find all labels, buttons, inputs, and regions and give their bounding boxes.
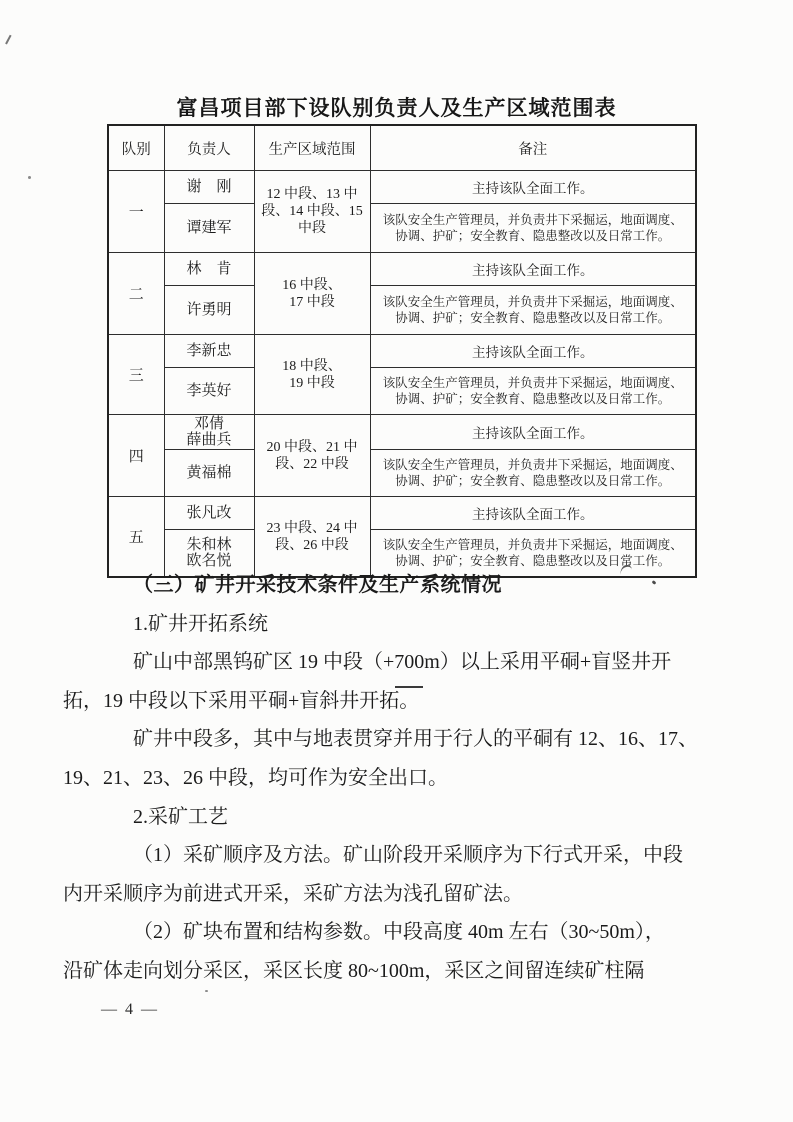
leader-name	[164, 415, 254, 450]
table-header-row	[108, 125, 696, 171]
scan-artifact	[5, 35, 17, 48]
safety-remark-line: 该队安全生产管理员，并负责井下采掘运，地面调度、	[382, 457, 683, 472]
production-area	[254, 415, 370, 497]
member-name-line: 朱和林	[186, 537, 232, 553]
member-name-line: 黄福棉	[186, 465, 232, 481]
safety-remark	[370, 450, 696, 497]
area-line: 中段	[298, 221, 326, 236]
safety-remark-line: 协调、护矿；安全教育、隐患整改以及日常工作。	[395, 554, 671, 568]
production-area	[254, 497, 370, 578]
area-line: 段、26 中段	[275, 537, 349, 553]
page-number: — 4 —	[101, 1000, 159, 1018]
table-row	[108, 497, 696, 530]
duty-remark: 主持该队全面工作。	[370, 415, 696, 450]
table-row	[108, 368, 696, 415]
area-line: 20 中段、21 中	[266, 439, 358, 455]
safety-remark-line: 该队安全生产管理员，并负责井下采掘运，地面调度、	[382, 537, 683, 552]
duty-remark: 主持该队全面工作。	[370, 171, 696, 204]
member-name-line: 欧名悦	[186, 553, 232, 569]
area-line: 17 中段	[289, 294, 335, 310]
area-line: 段、22 中段	[275, 456, 349, 472]
body-line: 内开采顺序为前进式开采，采矿方法为浅孔留矿法。	[63, 882, 523, 905]
area-line: 16 中段、	[282, 277, 342, 293]
body-line: 沿矿体走向划分采区，采区长度 80~100m，采区之间留连续矿柱隔	[63, 959, 645, 982]
body-line: 1.矿井开拓系统	[133, 612, 268, 635]
body-line: （2）矿块布置和结构参数。中段高度 40m 左右（30~50m），	[133, 921, 665, 944]
table-row	[108, 253, 696, 286]
safety-remark-line: 该队安全生产管理员，并负责井下采掘运，地面调度、	[382, 212, 683, 227]
safety-remark-line: 该队安全生产管理员，并负责井下采掘运，地面调度、	[382, 294, 683, 309]
leader-name	[164, 253, 254, 286]
area-line: 19 中段	[289, 375, 335, 391]
duty-remark: 主持该队全面工作。	[370, 335, 696, 368]
body-line: 矿山中部黑钨矿区 19 中段（+700m）以上采用平硐+盲竖井开	[133, 651, 672, 674]
col-header-team: 队别	[108, 125, 164, 171]
safety-remark-line: 协调、护矿；安全教育、隐患整改以及日常工作。	[395, 392, 671, 406]
area-line: 18 中段、	[282, 358, 342, 374]
leader-name-line: 林 肯	[186, 261, 232, 277]
table-row	[108, 204, 696, 253]
safety-remark	[370, 368, 696, 415]
col-header-leader: 负责人	[164, 125, 254, 171]
leader-name-line: 谢 刚	[186, 179, 232, 195]
section-heading: （三）矿井开采技术条件及生产系统情况	[133, 574, 502, 596]
member-name-line: 许勇明	[186, 302, 232, 318]
table-row	[108, 171, 696, 204]
member-name	[164, 286, 254, 335]
safety-remark-line: 协调、护矿；安全教育、隐患整改以及日常工作。	[395, 474, 671, 488]
safety-remark-line: 协调、护矿；安全教育、隐患整改以及日常工作。	[395, 311, 671, 325]
team-number: 二	[108, 253, 164, 335]
member-name	[164, 204, 254, 253]
area-line: 12 中段、13 中	[266, 187, 358, 202]
col-header-area: 生产区域范围	[254, 125, 370, 171]
area-line: 段、14 中段、15	[261, 204, 363, 219]
leader-name-line: 薛曲兵	[186, 432, 232, 448]
team-responsibility-table	[107, 124, 697, 578]
leader-name	[164, 171, 254, 204]
area-line: 23 中段、24 中	[266, 520, 358, 536]
production-area	[254, 335, 370, 415]
table-row	[108, 335, 696, 368]
body-line: 矿井中段多，其中与地表贯穿并用于行人的平硐有 12、16、17、	[133, 728, 698, 751]
body-text	[63, 566, 733, 1029]
body-line: 19、21、23、26 中段，均可作为安全出口。	[63, 766, 448, 789]
leader-name-line: 张凡改	[186, 505, 232, 521]
member-name	[164, 450, 254, 497]
member-name-line: 李英好	[186, 383, 232, 399]
safety-remark-line: 该队安全生产管理员，并负责井下采掘运，地面调度、	[382, 375, 683, 390]
body-line: 2.采矿工艺	[133, 805, 228, 828]
duty-remark: 主持该队全面工作。	[370, 497, 696, 530]
leader-name	[164, 335, 254, 368]
table-row	[108, 450, 696, 497]
safety-remark	[370, 286, 696, 335]
scan-artifact	[205, 990, 208, 992]
safety-remark	[370, 204, 696, 253]
body-line: （1）采矿顺序及方法。矿山阶段开采顺序为下行式开采，中段	[133, 844, 683, 867]
safety-remark-line: 协调、护矿；安全教育、隐患整改以及日常工作。	[395, 229, 671, 243]
member-name-line: 谭建军	[186, 220, 232, 236]
member-name	[164, 368, 254, 415]
table-row	[108, 415, 696, 450]
leader-name-line: 李新忠	[186, 343, 232, 359]
duty-remark: 主持该队全面工作。	[370, 253, 696, 286]
team-number: 三	[108, 335, 164, 415]
table-row	[108, 286, 696, 335]
leader-name-line: 邓倩	[193, 416, 224, 432]
leader-name	[164, 497, 254, 530]
scan-artifact-underline	[395, 686, 423, 688]
team-number: 四	[108, 415, 164, 497]
document-title: 富昌项目部下设队别负责人及生产区域范围表	[176, 96, 617, 120]
team-number: 一	[108, 171, 164, 253]
scan-artifact	[28, 176, 31, 179]
team-number: 五	[108, 497, 164, 578]
production-area	[254, 171, 370, 253]
col-header-remarks: 备注	[370, 125, 696, 171]
production-area	[254, 253, 370, 335]
body-line: 拓，19 中段以下采用平硐+盲斜井开拓。	[63, 689, 420, 712]
